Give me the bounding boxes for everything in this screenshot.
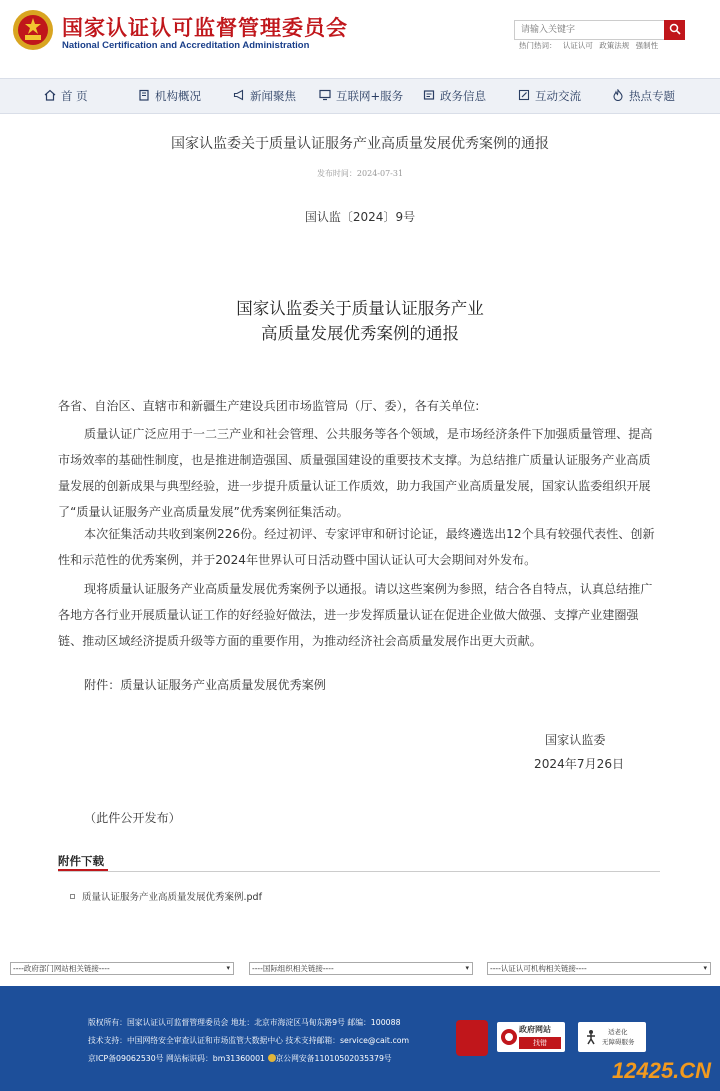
footer-icp <box>88 1053 392 1064</box>
hot-word-link[interactable]: 强制性 <box>635 41 659 50</box>
nav-item-internet-service[interactable] <box>319 79 403 113</box>
publish-date: 发布时间：2024-07-31 <box>316 169 404 178</box>
party-government-badge-icon[interactable] <box>456 1020 488 1056</box>
downloads-heading: 附件下载 <box>58 854 104 868</box>
body-paragraph: 现将质量认证服务产业高质量发展优秀案例予以通报。请以这些案例为参照，结合各自特点，认真总结推广各地方各行业开展质量认证工作的好经验好做法，进一步发挥质量认证在促进企业做大做强、支撑产业建圈强链、推动区域经济提质升级等方面的重要作用，为推动经济社会高质量发展作出更大贡献。 <box>58 582 653 648</box>
accessibility-badge[interactable] <box>578 1022 646 1052</box>
gov-badge-title: 政府网站 <box>519 1025 551 1034</box>
nav-label: 热点专题 <box>629 89 675 103</box>
document-icon <box>423 89 435 101</box>
search-icon <box>669 23 681 35</box>
download-filename: 质量认证服务产业高质量发展优秀案例.pdf <box>82 892 262 903</box>
megaphone-icon <box>233 89 245 101</box>
nav-item-home[interactable] <box>44 79 88 113</box>
hot-words-label: 热门热词： <box>519 41 557 50</box>
icp-number[interactable]: 京ICP备09062530号 网站标识码：bm31360001 <box>88 1054 266 1063</box>
nav-label: 机构概况 <box>155 89 201 103</box>
nav-item-interaction[interactable] <box>518 79 581 113</box>
home-icon <box>44 89 56 101</box>
hot-words <box>519 40 662 51</box>
gov-site-error-badge[interactable] <box>497 1022 565 1052</box>
police-badge-icon <box>268 1054 276 1062</box>
nav-label: 互联网+服务 <box>336 89 404 103</box>
building-icon <box>138 89 150 101</box>
watermark: 12425.CN <box>612 1058 712 1083</box>
nav-label: 政务信息 <box>440 89 486 103</box>
gov-site-icon <box>500 1028 518 1046</box>
select-value: ----国际组织相关链接---- <box>252 964 334 973</box>
nav-label: 新闻聚焦 <box>250 89 296 103</box>
accessibility-line2: 无障碍服务 <box>602 1038 635 1046</box>
download-link[interactable] <box>70 889 262 903</box>
monitor-icon <box>319 89 331 101</box>
site-title-en: National Certification and Accreditation Administration <box>62 40 310 51</box>
fire-icon <box>612 89 624 101</box>
search-button[interactable] <box>664 20 685 40</box>
addressee: 各省、自治区、直辖市和新疆生产建设兵团市场监管局（厅、委），各有关单位: <box>58 399 480 413</box>
intl-links-select[interactable] <box>249 962 473 975</box>
divider <box>58 871 660 872</box>
search-input[interactable] <box>514 20 666 40</box>
site-header <box>0 0 720 74</box>
body-paragraph: 本次征集活动共收到案例226份。经过初评、专家评审和研讨论证，最终遴选出12个具有较强代表性、创新性和示范性的优秀案例，并于2024年世界认可日活动暨中国认证认可大会期间对外发布。 <box>58 527 655 567</box>
hot-word-link[interactable]: 政策法规 <box>599 41 630 50</box>
sign-date: 2024年7月26日 <box>534 757 625 771</box>
main-nav <box>0 78 720 114</box>
document-heading-line: 高质量发展优秀案例的通报 <box>261 324 459 343</box>
nav-item-about[interactable] <box>138 79 201 113</box>
body-paragraph: 质量认证广泛应用于一二三产业和社会管理、公共服务等各个领域，是市场经济条件下加强质量管理、提高市场效率的基础性制度，也是推进制造强国、质量强国建设的重要技术支撑。为总结推广质量认证服务产业高质量发展的创新成果与典型经验，进一步提升质量认证工作质效，助力我国产业高质量发展，国家认监委组织开展了“质量认证服务产业高质量发展”优秀案例征集活动。 <box>58 427 653 519</box>
hot-word-link[interactable]: 认证认可 <box>562 41 593 50</box>
gov-badge-sub: 找错 <box>519 1037 561 1049</box>
footer-tech-support: 技术支持：中国网络安全审查认证和市场监管大数据中心 技术支持邮箱：service@cait.com <box>88 1036 410 1045</box>
select-value: ----政府部门网站相关链接---- <box>13 964 110 973</box>
nav-label: 首 页 <box>61 89 88 103</box>
select-value: ----认证认可机构相关链接---- <box>490 964 587 973</box>
document-heading <box>0 296 720 346</box>
footer-copyright: 版权所有：国家认证认可监督管理委员会 地址：北京市海淀区马甸东路9号 邮编：100088 <box>88 1018 401 1027</box>
national-emblem-icon <box>12 9 54 51</box>
nav-item-news[interactable] <box>233 79 296 113</box>
article-title: 国家认监委关于质量认证服务产业高质量发展优秀案例的通报 <box>171 136 549 152</box>
public-note: （此件公开发布） <box>84 811 181 825</box>
gov-links-select[interactable] <box>10 962 234 975</box>
document-number: 国认监〔2024〕9号 <box>304 210 416 224</box>
accessibility-line1: 适老化 <box>608 1028 628 1036</box>
heading-underline <box>58 869 108 871</box>
edit-icon <box>518 89 530 101</box>
nav-item-gov-info[interactable] <box>423 79 486 113</box>
signer: 国家认监委 <box>545 733 606 747</box>
accessibility-icon <box>583 1029 599 1045</box>
chevron-down-icon: ▾ <box>465 964 469 972</box>
site-title[interactable]: 国家认证认可监督管理委员会 <box>62 16 348 40</box>
police-record[interactable]: 京公网安备11010502035379号 <box>275 1054 392 1063</box>
chevron-down-icon: ▾ <box>703 964 707 972</box>
attachment-note: 附件：质量认证服务产业高质量发展优秀案例 <box>84 678 326 692</box>
chevron-down-icon: ▾ <box>226 964 230 972</box>
cert-org-links-select[interactable] <box>487 962 711 975</box>
document-heading-line: 国家认监委关于质量认证服务产业 <box>236 299 484 318</box>
nav-label: 互动交流 <box>535 89 581 103</box>
nav-item-hot-topics[interactable] <box>612 79 675 113</box>
bullet-icon <box>70 894 75 899</box>
